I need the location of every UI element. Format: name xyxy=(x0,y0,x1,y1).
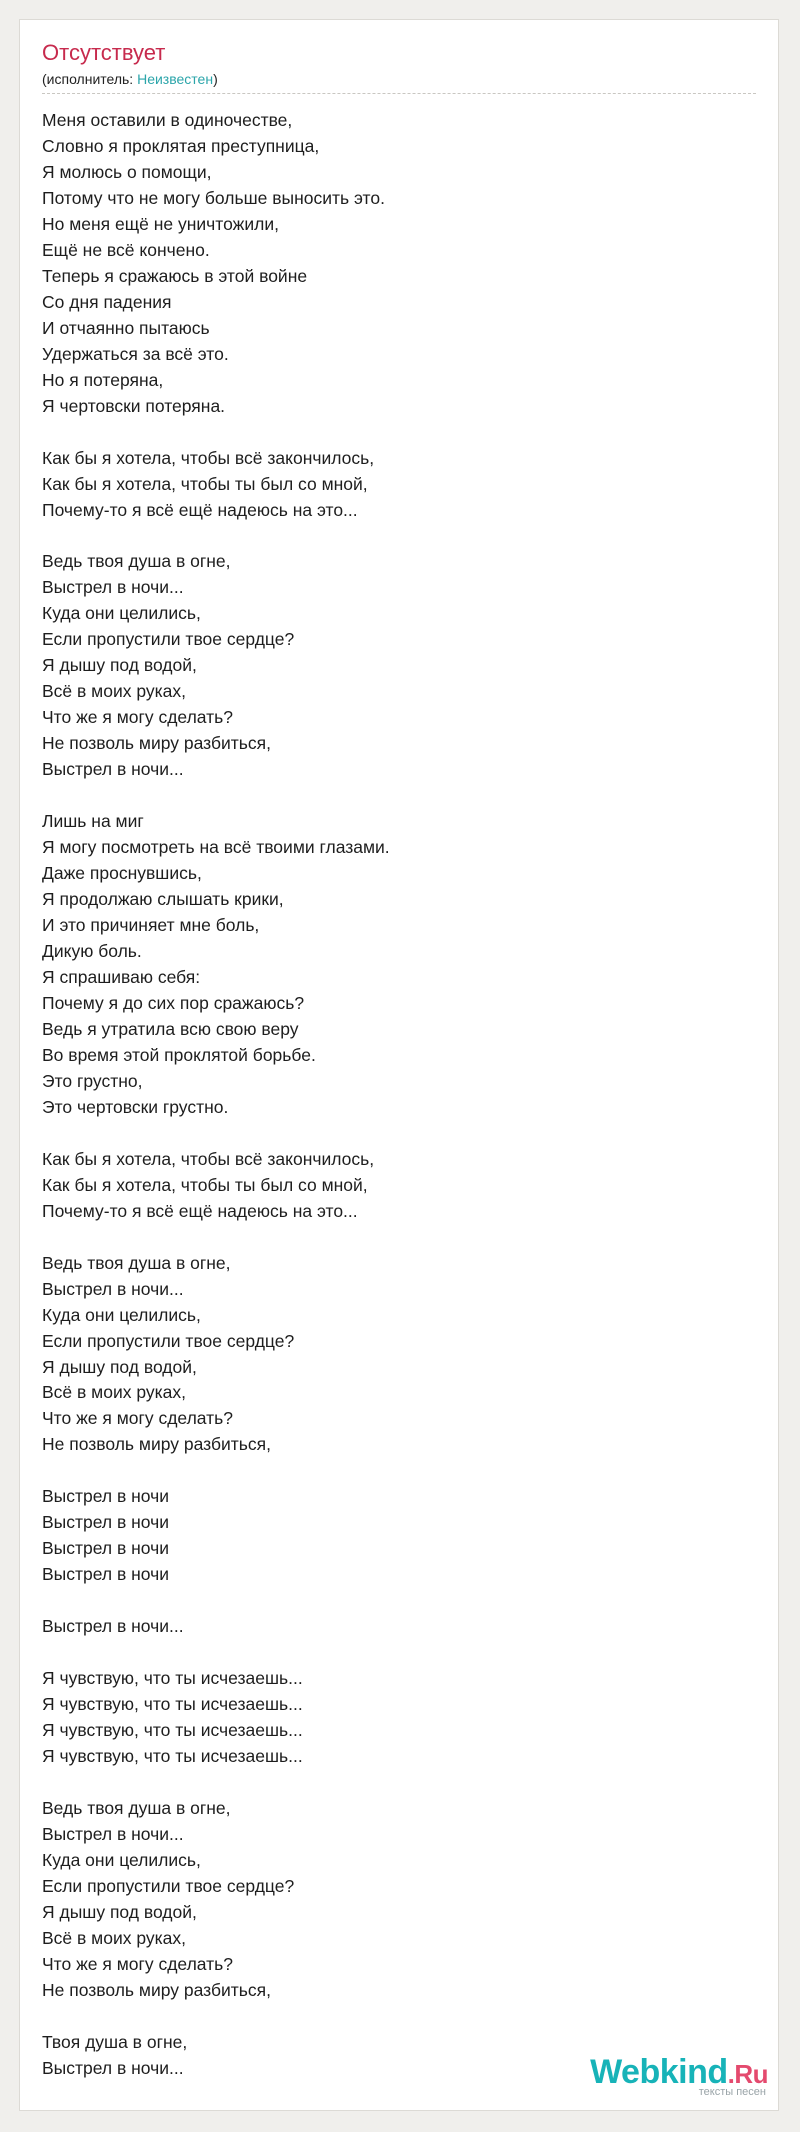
site-logo[interactable] xyxy=(590,2055,768,2098)
logo-wordmark xyxy=(590,2055,768,2089)
logo-tld: .Ru xyxy=(727,2059,768,2089)
logo-tagline: тексты песен xyxy=(698,2086,766,2098)
artist-byline xyxy=(42,72,218,86)
artist-link[interactable]: Неизвестен xyxy=(137,71,214,87)
byline-suffix: ) xyxy=(213,71,218,87)
lyrics-text: Меня оставили в одиночестве, Словно я проклятая преступница, Я молюсь о помощи, Потому что не могу больше выносить это. Но меня ещё не уничтожили, Ещё не всё кончено. Теперь я сражаюсь в этой войне Со дня падения И отчаянно пытаюсь Удержаться за всё это. Но я потеряна, Я чертовски потеряна. Как бы я хотела, чтобы всё закончилось, Как бы я хотела, чтобы ты был со мной, Почему-то я всё ещё надеюсь на это... Ведь твоя душа в огне, Выстрел в ночи... Куда они целились, Если пропустили твое сердце? Я дышу под водой, Всё в моих руках, Что же я могу сделать? Не позволь миру разбиться, Выстрел в ночи... Лишь на миг Я могу посмотреть на всё твоими глазами. Даже проснувшись, Я продолжаю слышать крики, И это причиняет мне боль, Дикую боль. Я спрашиваю себя: Почему я до сих пор сражаюсь? Ведь я утратила всю свою веру Во время этой проклятой борьбе. Это грустно, Это чертовски грустно. Как бы я хотела, чтобы всё закончилось, Как бы я хотела, чтобы ты был со мной, Почему-то я всё ещё надеюсь на это... Ведь твоя душа в огне, Выстрел в ночи... Куда они целились, Если пропустили твое сердце? Я дышу под водой, Всё в моих руках, Что же я могу сделать? Не позволь миру разбиться, Выстрел в ночи Выстрел в ночи Выстрел в ночи Выстрел в ночи Выстрел в ночи... Я чувствую, что ты исчезаешь... Я чувствую, что ты исчезаешь... Я чувствую, что ты исчезаешь... Я чувствую, что ты исчезаешь... Ведь твоя душа в огне, Выстрел в ночи... Куда они целились, Если пропустили твое сердце? Я дышу под водой, Всё в моих руках, Что же я могу сделать? Не позволь миру разбиться, Твоя душа в огне, Выстрел в ночи... xyxy=(42,110,390,2078)
logo-name: Webkind xyxy=(590,2053,728,2091)
byline-prefix: (исполнитель: xyxy=(42,71,138,87)
song-title: Отсутствует xyxy=(42,40,166,65)
lyrics-card xyxy=(19,19,779,2111)
title-divider xyxy=(42,93,756,94)
